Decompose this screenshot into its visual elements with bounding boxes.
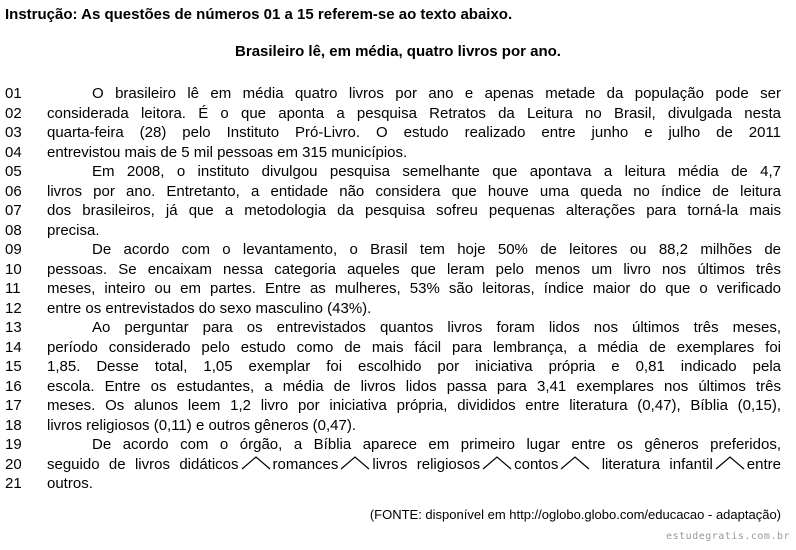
line-text: Em 2008, o instituto divulgou pesquisa semelhante que apontava a leitura média de 4,7: [92, 163, 781, 180]
text-line: [0, 377, 796, 397]
blank-triangle-icon: [241, 456, 271, 470]
line-text: escola. Entre os estudantes, a média de livros lidos passa para 3,41 exemplares nos últimos três: [47, 377, 781, 395]
line-text: 1,85. Desse total, 1,05 exemplar foi escolhido por iniciativa própria e 0,81 indicado pela: [47, 358, 781, 375]
line-text: Ao perguntar para os entrevistados quantos livros foram lidos nos últimos três meses,: [92, 319, 781, 336]
line-text: De acordo com o levantamento, o Brasil tem hoje 50% de leitores ou 88,2 milhões de: [92, 241, 781, 258]
line-text: dos brasileiros, já que a metodologia da pesquisa sofreu pequenas alterações para torná-la mais: [47, 202, 781, 219]
text-line: [0, 201, 796, 221]
line-number: 06: [5, 182, 22, 200]
line-text: outros.: [47, 475, 93, 492]
text-line: [0, 182, 796, 202]
line-text: quarta-feira (28) pelo Instituto Pró-Livro. O estudo realizado entre junho e julho de 2011: [47, 124, 781, 141]
line-number: 05: [5, 163, 22, 180]
line-number: 20: [5, 455, 22, 473]
instruction-heading: Instrução: As questões de números 01 a 15 referem-se ao texto abaixo.: [5, 6, 513, 23]
text-line: [0, 396, 796, 416]
line-text: precisa.: [47, 221, 100, 239]
text-line-with-blanks: [0, 455, 796, 475]
line-text: [47, 455, 781, 475]
blank-triangle-icon: [340, 456, 370, 470]
line-number: 17: [5, 397, 22, 414]
line-number: 19: [5, 436, 22, 453]
line-text: meses. Os alunos leem 1,2 livro por iniciativa própria, divididos entre literatura (0,47), Bíblia (0,15),: [47, 397, 781, 414]
line-text: entre os entrevistados do sexo masculino (43%).: [47, 299, 372, 317]
text-line: [0, 143, 796, 163]
line-number: 11: [5, 280, 21, 297]
text-line: [0, 240, 796, 260]
line-text: considerada leitora. É o que aponta a pesquisa Retratos da Leitura no Brasil, divulgada nesta: [47, 104, 781, 122]
line-text-part: seguido de livros didáticos: [47, 455, 239, 473]
numbered-text-body: [0, 84, 796, 494]
line-text: pessoas. Se encaixam nessa categoria aqueles que leram pelo menos um livro nos últimos três: [47, 260, 781, 278]
line-number: 13: [5, 319, 22, 336]
site-watermark: estudegratis.com.br: [666, 531, 790, 542]
line-number: 04: [5, 143, 22, 161]
line-text: entrevistou mais de 5 mil pessoas em 315 municípios.: [47, 143, 408, 161]
text-line: [0, 123, 796, 143]
line-text: período considerado pelo estudo como de mais fácil para lembrança, a média de exemplares foi: [47, 338, 781, 356]
text-line: [0, 299, 796, 319]
text-line: [0, 435, 796, 455]
text-line: [0, 104, 796, 124]
line-number: 01: [5, 85, 22, 102]
text-line: [0, 357, 796, 377]
line-text: livros religiosos (0,11) e outros gêneros (0,47).: [47, 416, 357, 434]
text-line: [0, 338, 796, 358]
text-line: [0, 416, 796, 436]
line-number: 14: [5, 338, 22, 356]
text-line: [0, 260, 796, 280]
line-text: meses, inteiro ou em partes. Entre as mulheres, 53% são leitoras, índice maior do que o verificado: [47, 280, 781, 297]
line-text-part: livros religiosos: [372, 455, 481, 473]
line-text-part: romances: [272, 455, 339, 473]
line-number: 02: [5, 104, 22, 122]
line-text-part: entre: [746, 455, 781, 473]
line-number: 15: [5, 358, 22, 375]
line-number: 07: [5, 202, 22, 219]
line-text-part: literatura infantil: [592, 455, 713, 473]
text-line: [0, 318, 796, 338]
text-line: [0, 279, 796, 299]
blank-triangle-icon: [482, 456, 512, 470]
line-text: livros por ano. Entretanto, a entidade não considera que houve uma queda no índice de leitura: [47, 182, 781, 200]
line-number: 12: [5, 299, 22, 317]
line-number: 16: [5, 377, 22, 395]
text-line: [0, 221, 796, 241]
blank-triangle-icon: [560, 456, 590, 470]
text-line: [0, 474, 796, 494]
source-citation: (FONTE: disponível em http://oglobo.globo.com/educacao - adaptação): [369, 507, 781, 522]
article-title: Brasileiro lê, em média, quatro livros por ano.: [235, 43, 561, 60]
line-number: 21: [5, 475, 22, 492]
line-text: O brasileiro lê em média quatro livros por ano e apenas metade da população pode ser: [92, 85, 781, 102]
line-number: 09: [5, 241, 22, 258]
line-number: 10: [5, 260, 22, 278]
line-text-part: contos: [514, 455, 559, 473]
blank-triangle-icon: [715, 456, 745, 470]
line-number: 18: [5, 416, 22, 434]
line-text: De acordo com o órgão, a Bíblia aparece em primeiro lugar entre os gêneros preferidos,: [92, 436, 781, 453]
line-number: 08: [5, 221, 22, 239]
line-number: 03: [5, 124, 22, 141]
text-line: [0, 162, 796, 182]
text-line: [0, 84, 796, 104]
